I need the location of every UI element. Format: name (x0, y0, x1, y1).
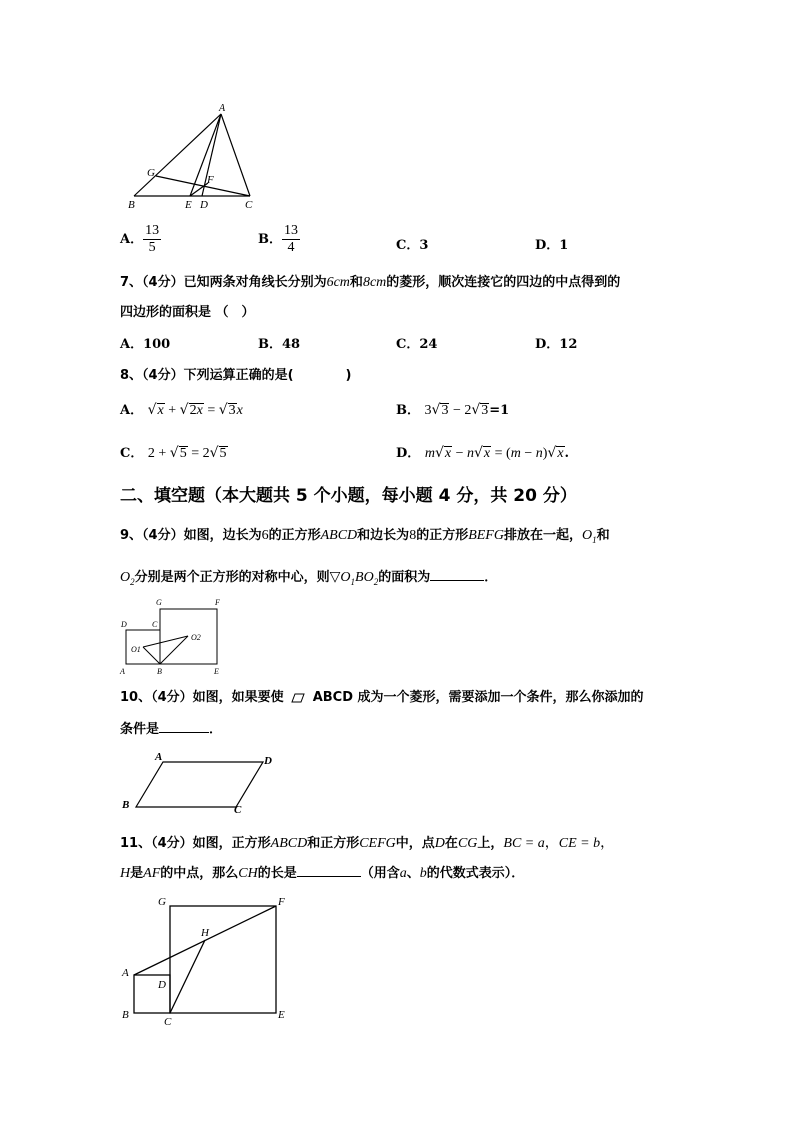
q11-label-B: B (122, 1009, 129, 1021)
q11-label-D: D (158, 979, 166, 991)
q10-answer-blank[interactable] (159, 732, 209, 733)
q6-option-d: D．1 (535, 238, 569, 253)
q11-answer-blank[interactable] (297, 876, 361, 877)
q9-label-A: A (120, 667, 125, 676)
q6-label-D: D (200, 199, 208, 211)
q8-option-a: A． √x + √2x = √3x (120, 402, 243, 418)
q11-label-G: G (158, 896, 166, 908)
q6-label-B: B (128, 199, 135, 211)
q11-label-F: F (278, 896, 285, 908)
q7-stem-line2: 四边形的面积是 （ ） (120, 305, 255, 320)
q8-c-expr: 2 + √5 = 2√5 (147, 445, 227, 461)
q11-label-C: C (164, 1016, 172, 1028)
q6-option-c: C．3 (396, 238, 429, 253)
q6-label-E: E (185, 199, 192, 211)
q9-label-O2: O2 (191, 633, 201, 642)
q11-stem-line2: H是AF的中点，那么CH的长是 （用含a、b的代数式表示）． (120, 866, 525, 881)
q10-figure (118, 748, 283, 818)
q9-label-B: B (157, 667, 162, 676)
q7-stem-line1: 7、（4分）已知两条对角线长分别为6cm和8cm的菱形，顺次连接它的四边的中点得到的 (120, 275, 621, 290)
q10-label-A: A (155, 751, 163, 763)
q8-option-c: C． 2 + √5 = 2√5 (120, 445, 227, 461)
q9-label-G: G (156, 598, 162, 607)
q7-option-c: C．24 (396, 337, 438, 352)
q8-b-expr: 3√3 − 2√3 (424, 402, 489, 418)
q9-stem-line2: $O_2$分别是两个正方形的对称中心，则$▽O_1BO_2$的面积为 ． (120, 570, 498, 587)
parallelogram-icon (291, 693, 305, 703)
q8-d-expr: m√x − n√x = (m − n)√x (424, 445, 564, 461)
q8-option-d: D． m√x − n√x = (m − n)√x. (396, 445, 570, 461)
q10-stem-line2: 条件是 ． (120, 722, 223, 737)
q10-label-D: D (264, 755, 272, 767)
q10-stem-line1: 10、（4分）如图，如果要使 ABCD 成为一个菱形，需要添加一个条件，那么你添加的 (120, 690, 644, 705)
q9-stem-line1: 9、（4分）如图，边长为6的正方形ABCD和边长为8的正方形BEFG排放在一起，$O_1$和 (120, 528, 610, 545)
q11-stem-line1: 11、（4分）如图，正方形ABCD和正方形CEFG中，点D在CG上，BC = a，CE = b， (120, 836, 615, 851)
q6-figure (120, 100, 270, 212)
q10-label-C: C (234, 804, 242, 816)
q11-figure (118, 892, 298, 1028)
q11-label-A: A (122, 967, 129, 979)
q6-option-b: B． $\frac{13}{4}$ (258, 223, 298, 255)
q6-label-G: G (147, 167, 155, 179)
q7-option-a: A．100 (120, 337, 171, 352)
q9-label-E: E (214, 667, 219, 676)
q6-label-C: C (245, 199, 253, 211)
q9-figure (118, 594, 228, 680)
q8-option-b: B． 3√3 − 2√3=1 (396, 402, 510, 418)
q9-answer-blank[interactable] (430, 580, 484, 581)
q10-label-B: B (122, 799, 130, 811)
q6-label-A: A (219, 103, 226, 114)
q8-a-expr: √x + √2x = √3x (147, 402, 243, 418)
q11-label-E: E (278, 1009, 285, 1021)
q9-label-D: D (121, 620, 127, 629)
section-title: 二、填空题（本大题共 5 个小题，每小题 4 分，共 20 分） (120, 486, 577, 506)
q9-label-C: C (152, 620, 158, 629)
q8-stem: 8、（4分）下列运算正确的是( ) (120, 368, 352, 383)
q6-option-a: A． $\frac{13}{5}$ (120, 223, 160, 255)
q9-label-O1: O1 (131, 645, 141, 654)
q9-label-F: F (215, 598, 220, 607)
q7-option-d: D．12 (535, 337, 578, 352)
q11-label-H: H (201, 927, 209, 939)
q6-label-F: F (207, 174, 214, 186)
q7-option-b: B．48 (258, 337, 301, 352)
